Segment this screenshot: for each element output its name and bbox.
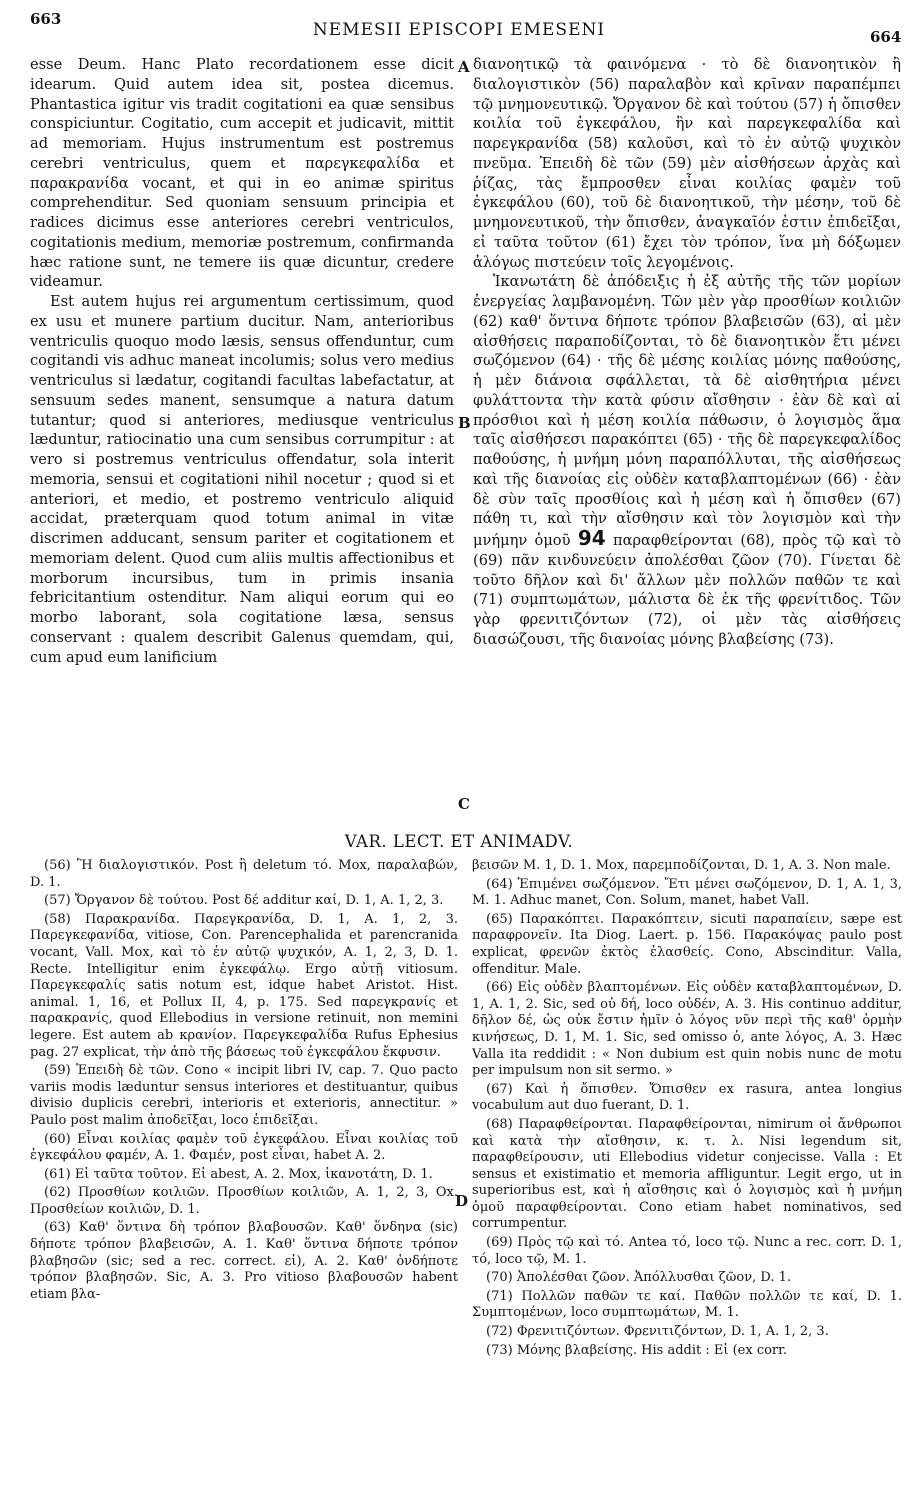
margin-marker-a: A [458, 58, 470, 76]
variants-heading: VAR. LECT. ET ANIMADV. [344, 832, 574, 851]
page-number-right: 664 [870, 28, 902, 46]
variant-note: (72) Φρενιτιζόντων. Φρενιτιζόντων, D. 1, A. 1, 2, 3. [486, 1324, 829, 1340]
latin-column [30, 55, 454, 830]
variant-note: (69) Πρὸς τῷ καὶ τό. Antea τό, loco τῷ. Nunc a rec. corr. D. 1, τό, loco τῷ, M. 1. [472, 1235, 902, 1267]
variant-note: (58) Παρακρανίδα. Παρεγκρανίδα, D. 1, A. 1, 2, 3. Παρεγκεφανίδα, vitiose, Con. Parencephalida et parencranida vocant, Vall. Mox, καὶ τὸ ἐν αὐτῷ ψυχικόν, A. 1, 2, 3, D. 1. Recte. Intelligitur enim ἐγκεφάλῳ. Ergo αὐτῇ vitiosum. Παρεγκεφαλίς satis notum est, idque habet Aristot. Hist. animal. 1, 16, et Pollux II, 4, p. 175. Sed παρεγκρανίς et παρακρανίς, quod Ellebodius in versione retinuit, non memini legere. Est autem ab κρανίον. Παρεγκεφαλίδα Rufus Ephesius pag. 27 explicat, τὴν ἀπὸ τῆς βάσεως τοῦ ἐγκεφάλου ἔκφυσιν. [30, 911, 458, 1060]
variant-note: (70) Ἀπολέσθαι ζῶον. Ἀπόλλυσθαι ζῶον, D. 1. [486, 1270, 792, 1286]
variant-note: (71) Πολλῶν παθῶν τε καί. Παθῶν πολλῶν τε καί, D. 1. Συμπτομένων, loco συμπτωμάτων, M. 1. [472, 1288, 902, 1321]
variant-note: (67) Καὶ ἡ ὄπισθεν. Ὄπισθεν ex rasura, antea longius vocabulum aut duo fuerant, D. 1. [472, 1081, 902, 1114]
variant-note: (66) Εἰς οὐδὲν βλαπτομένων. Εἰς οὐδὲν καταβλαπτομένων, D. 1, A. 1, 2. Sic, sed οὐ δή, loco οὐδέν, A. 3. His continuo additur, δῆλον δέ, ὡς οὐκ ἔστιν ἡμῖν ὁ λόγος νῦν περὶ τῆς καθ' ὁρμὴν κινήσεως, D. 1, M. 1. Sic, sed omisso ὁ, ante λόγος, A. 3. Hæc Valla ita reddidit : « Non dubium est quin nobis nunc de motu per impulsum non sit sermo. » [472, 980, 902, 1079]
greek-paragraph [473, 272, 901, 649]
variant-note: (57) Ὄργανον δὲ τούτου. Post δέ additur καί, D. 1, A. 1, 2, 3. [44, 893, 444, 909]
variants-left-column [30, 858, 458, 1498]
variant-note: (65) Παρακόπτει. Παρακόπτειν, sicuti παραπαίειν, sæpe est παραφρονεῖν. Ita Diog. Laert. p. 156. Παρακόψας paulo post explicat, φρενῶν ἐκτὸς ἐλασθείς. Cono, Abscinditur. Valla, offenditur. Male. [472, 911, 902, 977]
greek-column [473, 55, 901, 830]
margin-marker-c: C [458, 795, 470, 813]
variant-note: (73) Μόνης βλαβείσης. His addit : Εἰ (ex corr. [486, 1342, 788, 1358]
page-number-left: 663 [30, 10, 62, 28]
margin-marker-d: D [455, 1192, 469, 1210]
variants-right-column [472, 858, 902, 1498]
variant-note-continuation: βεισῶν M. 1, D. 1. Mox, παρεμποδίζονται, D. 1, A. 3. Non male. [472, 858, 891, 873]
greek-text: Ἱκανωτάτη δὲ ἀπόδειξις ἡ ἐξ αὐτῆς τῆς τῶν μορίων ἐνεργείας λαμβανομένη. Τῶν μὲν γὰρ προσθίων κοιλιῶν (62) καθ' ὅντινα δήποτε τρόπον βλαβεισῶν (63), αἱ μὲν αἰσθήσεις παραποδίζονται, τὸ δὲ διανοητικὸν ἔτι μένει σωζόμενον (64) · τῆς δὲ μέσης κοιλίας μόνης παθούσης, ἡ μὲν διάνοια σφάλλεται, τὰ δὲ αἰσθητήρια μένει φυλάττοντα τὴν κατὰ φύσιν αἴσθησιν · ἐὰν δὲ καὶ αἱ πρόσθιοι καὶ ἡ μέση κοιλία πάθωσιν, ὁ λογισμὸς ἅμα ταῖς αἰσθήσεσι παρακόπτει (65) · τῆς δὲ παρεγκεφαλίδος παθούσης, ἡ μνήμη μόνη παραπόλλυται, τῆς αἰσθήσεως καὶ τῆς διανοίας εἰς οὐδὲν καταβλαπτομένων (66) · ἐὰν δὲ σὺν ταῖς προσθίοις καὶ ἡ μέση καὶ ἡ ὄπισθεν (67) πάθη τι, καὶ τὴν αἴσθησιν καὶ τὸν λογισμὸν καὶ τὴν μνήμην ὁμοῦ [473, 273, 901, 549]
margin-marker-b: B [458, 414, 471, 432]
variant-note: (62) Προσθίων κοιλιῶν. Προσθίων κοιλιῶν, A. 1, 2, 3, Ox. Προσθείων κοιλιῶν, D. 1. [30, 1185, 458, 1217]
latin-paragraph: Est autem hujus rei argumentum certissimum, quod ex usu et munere partium ducitur. Nam, anterioribus ventriculis quoquo modo læsis, sensus offenduntur, cum cogitandi vis adhuc maneat incolumis; solus vero medius ventriculus si lædatur, cogitandi facultas labefactatur, at sensuum sedes manent, sensumque a natura datum tutantur; quod si anteriores, mediusque ventriculus læduntur, ratiocinatio una cum sensibus corrumpitur : at vero si postremus ventriculus offendatur, sola interit memoria, sensui et cogitationi nihil nocetur ; quod si et anteriori, et medio, et postremo ventriculo aliquid accidat, præterquam quod totum animal in vitæ discrimen adducant, sensum pariter et cogitationem et memoriam delent. Quod cum aliis multis affectionibus et morborum incursibus, tum in primis insania febricitantium ostenditur. Nam aliqui eorum qui eo morbo laborant, sola cogitatione læsa, sensus conservant : qualem describit Galenus quemdam, qui, cum apud eum lanificium [30, 293, 454, 666]
variant-note: (59) Ἐπειδὴ δὲ τῶν. Cono « incipit libri IV, cap. 7. Quo pacto variis modis læduntur sensus interiores et destituantur, quibus divisio duplicis cerebri, interioris et exterioris, annectitur. » Paulo post malim ἀποδεῖξαι, loco ἐπιδεῖξαι. [30, 1063, 458, 1128]
variant-note: (60) Εἶναι κοιλίας φαμὲν τοῦ ἐγκεφάλου. Εἶναι κοιλίας τοῦ ἐγκεφάλου φαμέν, A. 1. Φαμέν, post εἶναι, habet A. 2. [30, 1131, 458, 1164]
variant-note: (56) Ἢ διαλογιστικόν. Post ἢ deletum τό. Mox, παραλαβών, D. 1. [30, 858, 458, 890]
variant-note: (61) Εἰ ταῦτα τοῦτον. Εἰ abest, A. 2. Mox, ἱκανοτάτη, D. 1. [44, 1166, 433, 1182]
latin-paragraph: esse Deum. Hanc Plato recordationem esse dicit idearum. Quid autem idea sit, postea dicemus. Phantastica igitur vis tradit cogitationi ea quæ sensibus conspiciuntur. Cogitatio, cum accepit et judicavit, mittit ad memoriam. Hujus instrumentum est postremus cerebri ventriculus, quem et παρεγκεφαλίδα et παρακρανίδα vocant, et qui in eo animæ spiritus comprehenditur. Sed quoniam sensuum principia et radices dicimus esse anteriores cerebri ventriculos, cogitationis medium, memoriæ postremum, confirmanda hæc ratione sunt, ne temere iis quæ dicuntur, credere videamur. [30, 56, 454, 291]
greek-paragraph: διανοητικῷ τὰ φαινόμενα · τὸ δὲ διανοητικὸν ἢ διαλογιστικὸν (56) παραλαβὸν καὶ κρῖναν παραπέμπει τῷ μνημονευτικῷ. Ὄργανον δὲ καὶ τούτου (57) ἡ ὄπισθεν κοιλία τοῦ ἐγκεφάλου, ἣν καὶ παρεγκεφαλίδα καὶ παρεγκρανίδα (58) καλοῦσι, καὶ τὸ ἐν αὐτῷ ψυχικὸν πνεῦμα. Ἐπειδὴ δὲ τῶν (59) μὲν αἰσθήσεων ἀρχὰς καὶ ῥίζας, τὰς ἔμπροσθεν εἶναι κοιλίας φαμὲν τοῦ ἐγκεφάλου (60), τοῦ δὲ διανοητικοῦ, τὴν μέσην, τοῦ δὲ μνημονευτικοῦ, τὴν ὄπισθεν, ἀναγκαῖόν ἐστιν ἐπιδεῖξαι, εἰ ταῦτα τοῦτον (61) ἔχει τὸν τρόπον, ἵνα μὴ δόξωμεν ἀλόγως πιστεύειν τοῖς λεγομένοις. [473, 56, 901, 271]
running-head: NEMESII EPISCOPI EMESENI [312, 20, 606, 40]
greek-text: παραφθείρονται (68), πρὸς τῷ καὶ τὸ (69) πᾶν κινδυνεύειν ἀπολέσθαι ζῶον (70). Γίνεται δὲ τοῦτο δῆλον καὶ δι' ἄλλων μὲν πολλῶν παθῶν τε καὶ (71) συμπτωμάτων, μάλιστα δὲ ἐκ τῆς φρενίτιδος. Τῶν γὰρ φρενιτιζόντων (72), οἱ μὲν τὰς αἰσθήσεις διασώζουσι, τῆς διανοίας μόνης βλαβείσης (73). [473, 532, 901, 648]
column-number: 94 [577, 526, 606, 550]
variant-note: (64) Ἐπιμένει σωζόμενον. Ἔτι μένει σωζόμενον, D. 1, A. 1, 3, M. 1. Adhuc manet, Con. Solum, manet, habet Vall. [472, 876, 902, 909]
variant-note: (63) Καθ' ὅντινα δὴ τρόπον βλαβουσῶν. Καθ' ὅνδηνα (sic) δήποτε τρόπον βλαβεισῶν, A. 1. Καθ' ὅντινα δήποτε τρόπον βλαβησῶν (sic; sed a rec. correct. εἰ), A. 2. Καθ' ὁνδήποτε τρόπον βλαβησῶν. Sic, A. 3. Pro vitioso βλαβουσῶν habent etiam βλα- [30, 1220, 458, 1302]
variant-note: (68) Παραφθείρονται. Παραφθείρονται, nimirum οἱ ἄνθρωποι καὶ κατὰ τὴν αἴσθησιν, κ. τ. λ. Nisi legendum sit, παραφθείρουσιν, uti Ellebodius videtur conjecisse. Valla : Et sensus et existimatio et memoria affliguntur. Legit ergo, ut in superioribus est, καὶ ἡ αἴσθησις καὶ ὁ λογισμὸς καὶ ἡ μνήμη ὁμοῦ παραφθείρονται. Cono etiam habet nominativos, sed corrumpentur. [472, 1116, 902, 1232]
